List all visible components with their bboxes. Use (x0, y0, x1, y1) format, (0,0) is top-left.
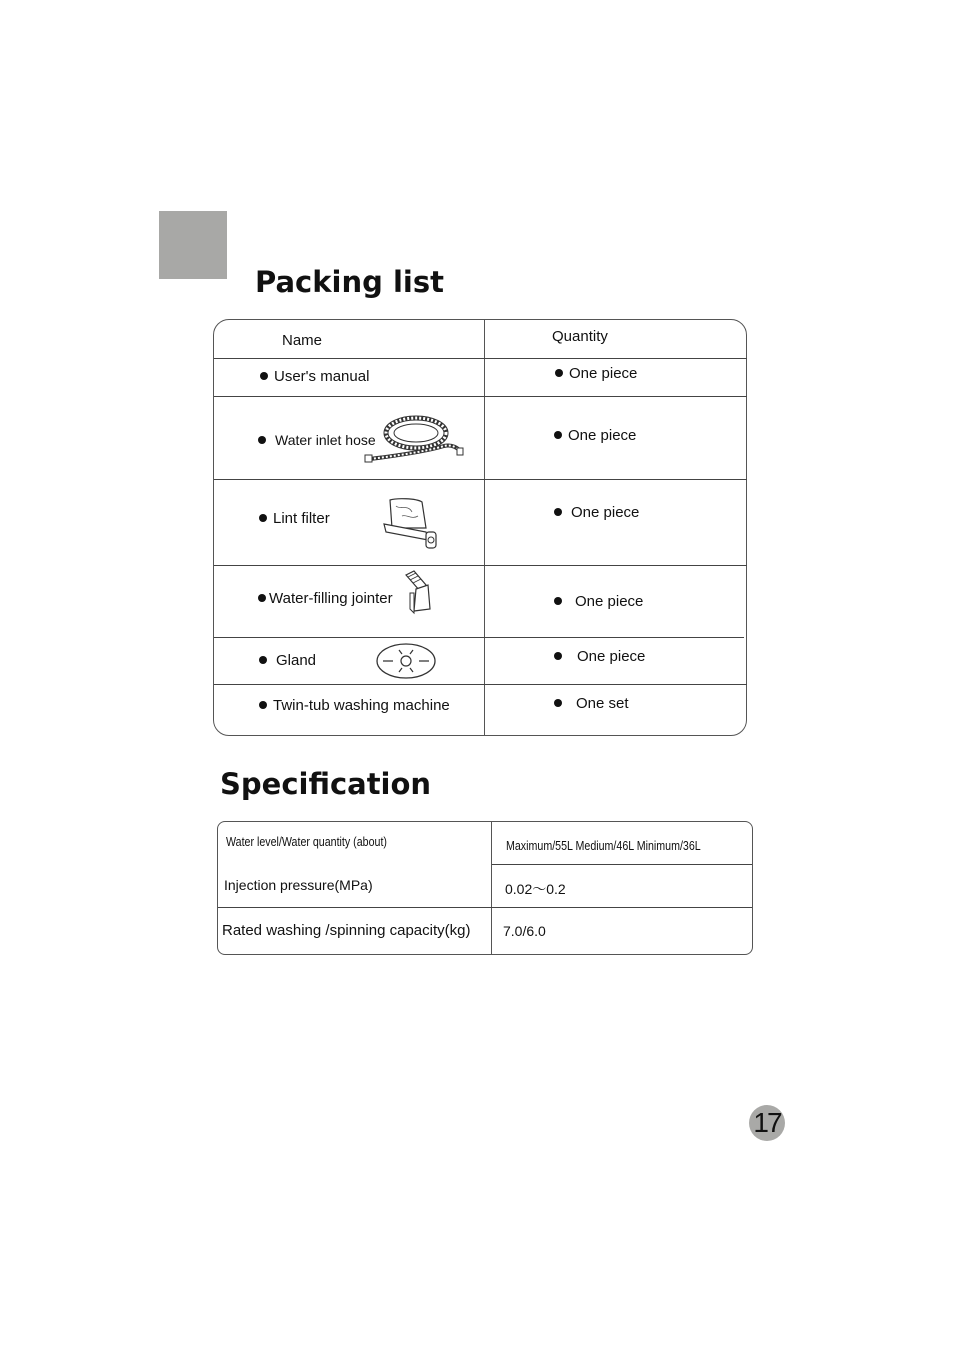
row-divider (214, 396, 747, 397)
item-name: Water inlet hose (258, 432, 376, 448)
page-number: 17 (749, 1105, 785, 1141)
item-quantity: One piece (554, 648, 645, 665)
item-quantity: One piece (554, 427, 636, 444)
row-divider (214, 358, 747, 359)
hose-icon (364, 414, 464, 464)
bullet-icon (554, 597, 562, 605)
row-divider (492, 864, 752, 865)
bullet-icon (555, 369, 563, 377)
spec-label: Injection pressure(MPa) (224, 877, 373, 893)
item-quantity: One set (554, 695, 629, 712)
row-divider (214, 565, 747, 566)
spec-label: Water level/Water quantity (about) (226, 834, 387, 849)
bullet-icon (259, 701, 267, 709)
row-divider (218, 907, 752, 908)
bullet-icon (554, 652, 562, 660)
bullet-icon (260, 372, 268, 380)
column-divider (491, 822, 492, 955)
spec-value: Maximum/55L Medium/46L Minimum/36L (506, 838, 701, 853)
bullet-icon (259, 514, 267, 522)
spec-value: 0.02～0.2 (505, 881, 566, 897)
row-divider (214, 479, 747, 480)
lint-filter-icon (382, 496, 442, 552)
item-quantity: One piece (554, 504, 639, 521)
bullet-icon (554, 699, 562, 707)
item-name: Lint filter (259, 510, 330, 527)
bullet-icon (259, 656, 267, 664)
packing-list-title: Packing list (255, 265, 444, 299)
bullet-icon (258, 436, 266, 444)
specification-table (217, 821, 753, 955)
item-quantity: One piece (554, 593, 643, 610)
header-quantity: Quantity (552, 328, 608, 345)
bullet-icon (258, 594, 266, 602)
row-divider (214, 684, 747, 685)
spec-value: 7.0/6.0 (503, 923, 546, 939)
packing-list-table (213, 319, 747, 736)
column-divider (484, 320, 485, 736)
item-name: User's manual (260, 368, 369, 385)
item-name: Twin-tub washing machine (259, 697, 450, 714)
section-marker-block (159, 211, 227, 279)
bullet-icon (554, 431, 562, 439)
specification-title: Specification (220, 767, 432, 801)
gland-icon (375, 642, 437, 680)
jointer-icon (400, 569, 434, 615)
row-divider (214, 637, 744, 638)
bullet-icon (554, 508, 562, 516)
item-name: Water-filling jointer (258, 590, 393, 607)
header-name: Name (282, 332, 323, 349)
item-name: Gland (259, 652, 316, 669)
item-quantity: One piece (555, 365, 637, 382)
spec-label: Rated washing /spinning capacity(kg) (222, 922, 471, 939)
